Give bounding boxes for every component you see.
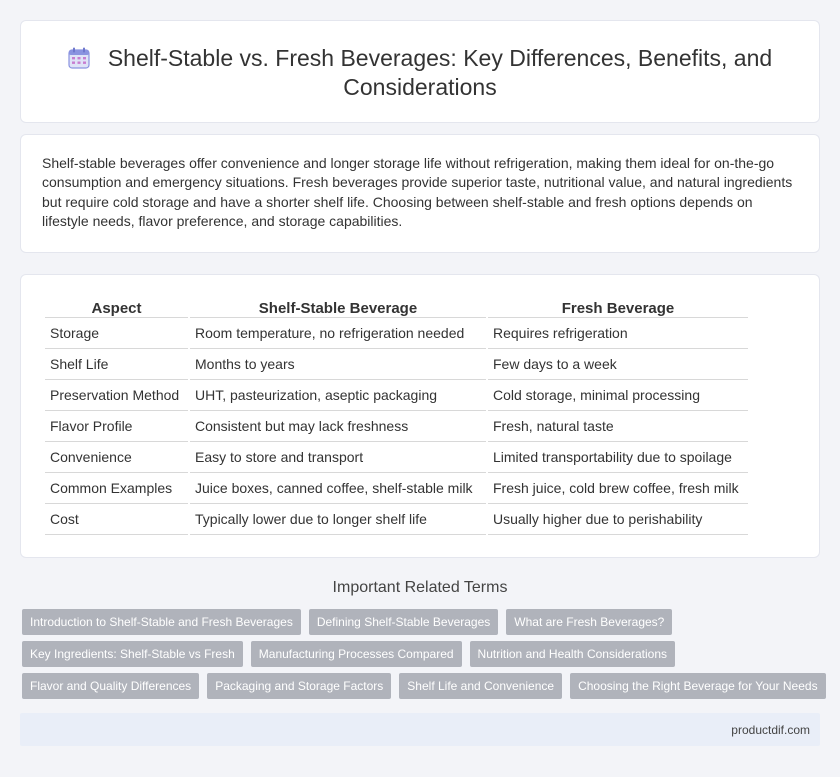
- table-cell: Months to years: [190, 349, 486, 380]
- tag-row: [22, 673, 822, 699]
- page-title-wrap: [21, 44, 819, 102]
- table-row: [45, 442, 748, 473]
- related-term-tag[interactable]: Packaging and Storage Factors: [207, 673, 391, 699]
- table-cell: Typically lower due to longer shelf life: [190, 504, 486, 535]
- table-row: [45, 411, 748, 442]
- table-row: [45, 349, 748, 380]
- related-term-tag[interactable]: What are Fresh Beverages?: [506, 609, 672, 635]
- footer-site-link[interactable]: productdif.com: [731, 723, 810, 737]
- related-term-tag[interactable]: Manufacturing Processes Compared: [251, 641, 462, 667]
- comparison-table: [43, 297, 750, 535]
- table-cell: Limited transportability due to spoilage: [488, 442, 748, 473]
- column-header-aspect: Aspect: [45, 297, 188, 318]
- table-cell: Flavor Profile: [45, 411, 188, 442]
- table-cell: Easy to store and transport: [190, 442, 486, 473]
- table-cell: Fresh juice, cold brew coffee, fresh milk: [488, 473, 748, 504]
- related-term-tag[interactable]: Introduction to Shelf-Stable and Fresh Beverages: [22, 609, 301, 635]
- table-cell: Consistent but may lack freshness: [190, 411, 486, 442]
- table-row: [45, 504, 748, 535]
- related-term-tag[interactable]: Flavor and Quality Differences: [22, 673, 199, 699]
- related-term-tag[interactable]: Key Ingredients: Shelf-Stable vs Fresh: [22, 641, 243, 667]
- table-header-row: [45, 297, 748, 318]
- table-cell: Few days to a week: [488, 349, 748, 380]
- table-cell: Preservation Method: [45, 380, 188, 411]
- summary-text: Shelf-stable beverages offer convenience and longer storage life without refrigeration, making them ideal for on-the-go consumption and emergency situations. Fresh beverages provide superior taste, nutritional value, and natural ingredients but require cold storage and have a shorter shelf life. Choosing between shelf-stable and fresh options depends on lifestyle needs, flavor preference, and storage capabilities.: [42, 155, 793, 229]
- table-cell: Room temperature, no refrigeration needed: [190, 318, 486, 349]
- table-cell: Requires refrigeration: [488, 318, 748, 349]
- column-header-shelf-stable: Shelf-Stable Beverage: [190, 297, 486, 318]
- table-cell: Juice boxes, canned coffee, shelf-stable milk: [190, 473, 486, 504]
- related-terms-title: Important Related Terms: [332, 579, 508, 596]
- summary-card: [20, 134, 820, 253]
- table-cell: Usually higher due to perishability: [488, 504, 748, 535]
- column-header-fresh: Fresh Beverage: [488, 297, 748, 318]
- table-cell: Convenience: [45, 442, 188, 473]
- related-terms-list: [22, 609, 822, 705]
- table-cell: Shelf Life: [45, 349, 188, 380]
- table-cell: UHT, pasteurization, aseptic packaging: [190, 380, 486, 411]
- table-cell: Cost: [45, 504, 188, 535]
- page-title: Shelf-Stable vs. Fresh Beverages: Key Differences, Benefits, and Considerations: [107, 45, 773, 100]
- related-term-tag[interactable]: Nutrition and Health Considerations: [470, 641, 675, 667]
- related-term-tag[interactable]: Shelf Life and Convenience: [399, 673, 562, 699]
- tag-row: [22, 609, 822, 635]
- footer: [20, 713, 820, 746]
- table-row: [45, 473, 748, 504]
- table-row: [45, 318, 748, 349]
- table-cell: Storage: [45, 318, 188, 349]
- table-cell: Cold storage, minimal processing: [488, 380, 748, 411]
- header-card: [20, 20, 820, 123]
- table-cell: Common Examples: [45, 473, 188, 504]
- related-term-tag[interactable]: Defining Shelf-Stable Beverages: [309, 609, 498, 635]
- comparison-card: [20, 274, 820, 558]
- tag-row: [22, 641, 822, 667]
- related-term-tag[interactable]: Choosing the Right Beverage for Your Needs: [570, 673, 826, 699]
- calendar-icon: [68, 47, 90, 69]
- table-cell: Fresh, natural taste: [488, 411, 748, 442]
- table-row: [45, 380, 748, 411]
